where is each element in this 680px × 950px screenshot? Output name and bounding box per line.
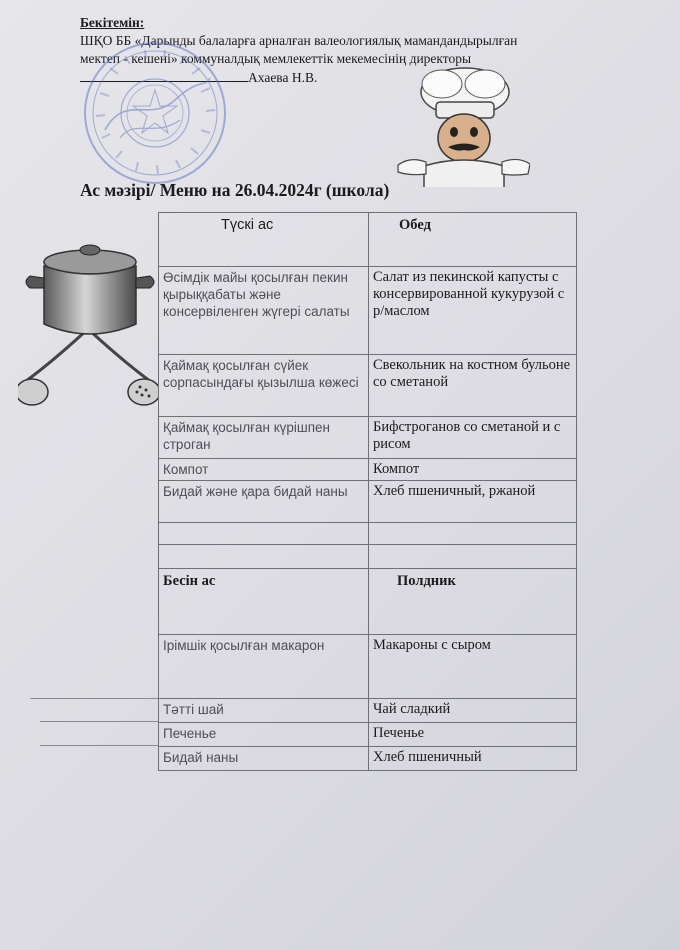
snack-item-ru: Чай сладкий xyxy=(369,699,577,723)
empty-row xyxy=(159,523,577,545)
snack-item-kz: Печенье xyxy=(159,723,369,747)
table-row xyxy=(159,635,577,699)
lunch-item-kz: Қаймақ қосылған күрішпен строган xyxy=(159,417,369,459)
table-row xyxy=(159,459,577,481)
lunch-heading-kz: Түскі ас xyxy=(159,213,369,267)
approval-title: Бекітемін: xyxy=(80,15,145,30)
table-row xyxy=(159,699,577,723)
lunch-heading-row xyxy=(159,213,577,267)
lunch-item-kz: Бидай және қара бидай наны xyxy=(159,481,369,523)
row-divider-left xyxy=(40,745,158,746)
snack-heading-kz: Бесін ас xyxy=(159,569,369,635)
lunch-item-kz: Компот xyxy=(159,459,369,481)
approval-line-2: мектеп - кешені» коммуналдық мемлекеттік мекемесінің директоры xyxy=(80,51,472,66)
empty-row xyxy=(159,545,577,569)
school-stamp-image xyxy=(80,38,230,188)
menu-table xyxy=(158,212,577,771)
lunch-item-kz: Өсімдік майы қосылған пекин қырыққабаты және консервіленген жүгері салаты xyxy=(159,267,369,355)
table-row xyxy=(159,723,577,747)
snack-heading-row xyxy=(159,569,577,635)
snack-item-ru: Хлеб пшеничный xyxy=(369,747,577,771)
director-name: Ахаева Н.В. xyxy=(248,70,318,85)
snack-item-kz: Ірімшік қосылған макарон xyxy=(159,635,369,699)
snack-item-kz: Тәтті шай xyxy=(159,699,369,723)
snack-item-ru: Печенье xyxy=(369,723,577,747)
lunch-item-ru: Хлеб пшеничный, ржаной xyxy=(369,481,577,523)
table-row xyxy=(159,267,577,355)
lunch-heading-ru: Обед xyxy=(369,213,577,267)
lunch-item-ru: Бифстроганов со сметаной и с рисом xyxy=(369,417,577,459)
lunch-item-ru: Салат из пекинской капусты с консервированной кукурузой с р/маслом xyxy=(369,267,577,355)
table-row xyxy=(159,355,577,417)
approval-line-1: ШҚО ББ «Дарынды балаларға арналған валеологиялық мамандандырылған xyxy=(80,33,518,48)
table-row xyxy=(159,481,577,523)
cooking-pot-illustration xyxy=(18,232,158,422)
lunch-item-ru: Компот xyxy=(369,459,577,481)
menu-title: Ас мәзірі/ Меню на 26.04.2024г (школа) xyxy=(80,180,390,200)
row-divider-left xyxy=(30,698,158,699)
lunch-item-ru: Свекольник на костном бульоне со сметаной xyxy=(369,355,577,417)
lunch-item-kz: Қаймақ қосылған сүйек сорпасындағы қызылша көжесі xyxy=(159,355,369,417)
table-row xyxy=(159,417,577,459)
snack-heading-ru: Полдник xyxy=(369,569,577,635)
snack-item-ru: Макароны с сыром xyxy=(369,635,577,699)
table-row xyxy=(159,747,577,771)
chef-illustration xyxy=(380,62,530,187)
snack-item-kz: Бидай наны xyxy=(159,747,369,771)
row-divider-left xyxy=(40,721,158,722)
